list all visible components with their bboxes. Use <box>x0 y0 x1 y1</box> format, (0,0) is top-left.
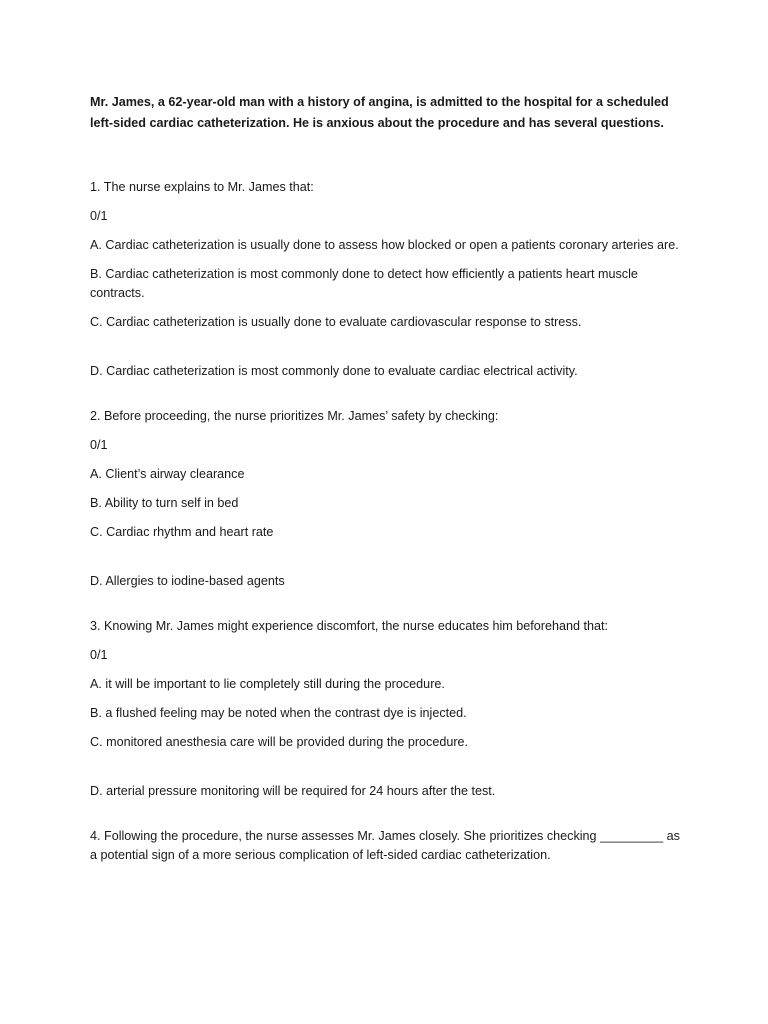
answer-option-c: C. Cardiac catheterization is usually done to evaluate cardiovascular response to stress. <box>90 315 582 329</box>
question-score: 0/1 <box>90 648 108 662</box>
answer-option-d: D. Allergies to iodine-based agents <box>90 574 285 588</box>
answer-option-c: C. Cardiac rhythm and heart rate <box>90 525 274 539</box>
question-text: 2. Before proceeding, the nurse prioritizes Mr. James’ safety by checking: <box>90 409 499 423</box>
question-score: 0/1 <box>90 209 108 223</box>
question-text: 4. Following the procedure, the nurse assesses Mr. James closely. She prioritizes checking _________ as a potential sign of a more serious complication of left-sided cardiac catheterization. <box>90 829 680 862</box>
answer-option-a: A. Cardiac catheterization is usually done to assess how blocked or open a patients coronary arteries are. <box>90 238 679 252</box>
answer-option-c: C. monitored anesthesia care will be provided during the procedure. <box>90 735 469 749</box>
question-text: 1. The nurse explains to Mr. James that: <box>90 180 314 194</box>
question-1 <box>90 178 690 381</box>
answer-option-d: D. Cardiac catheterization is most commonly done to evaluate cardiac electrical activity. <box>90 364 578 378</box>
question-2 <box>90 407 690 591</box>
question-score: 0/1 <box>90 438 108 452</box>
question-4 <box>90 827 690 865</box>
answer-option-a: A. Client’s airway clearance <box>90 467 245 481</box>
answer-option-b: B. a flushed feeling may be noted when the contrast dye is injected. <box>90 706 467 720</box>
question-text: 3. Knowing Mr. James might experience discomfort, the nurse educates him beforehand that: <box>90 619 609 633</box>
question-3 <box>90 617 690 801</box>
document-page <box>90 92 690 891</box>
scenario-intro: Mr. James, a 62-year-old man with a history of angina, is admitted to the hospital for a scheduled left-sided cardiac catheterization. He is anxious about the procedure and has several questions. <box>90 95 669 130</box>
answer-option-b: B. Cardiac catheterization is most commonly done to detect how efficiently a patients heart muscle contracts. <box>90 267 638 300</box>
answer-option-d: D. arterial pressure monitoring will be required for 24 hours after the test. <box>90 784 496 798</box>
answer-option-a: A. it will be important to lie completely still during the procedure. <box>90 677 445 691</box>
answer-option-b: B. Ability to turn self in bed <box>90 496 239 510</box>
